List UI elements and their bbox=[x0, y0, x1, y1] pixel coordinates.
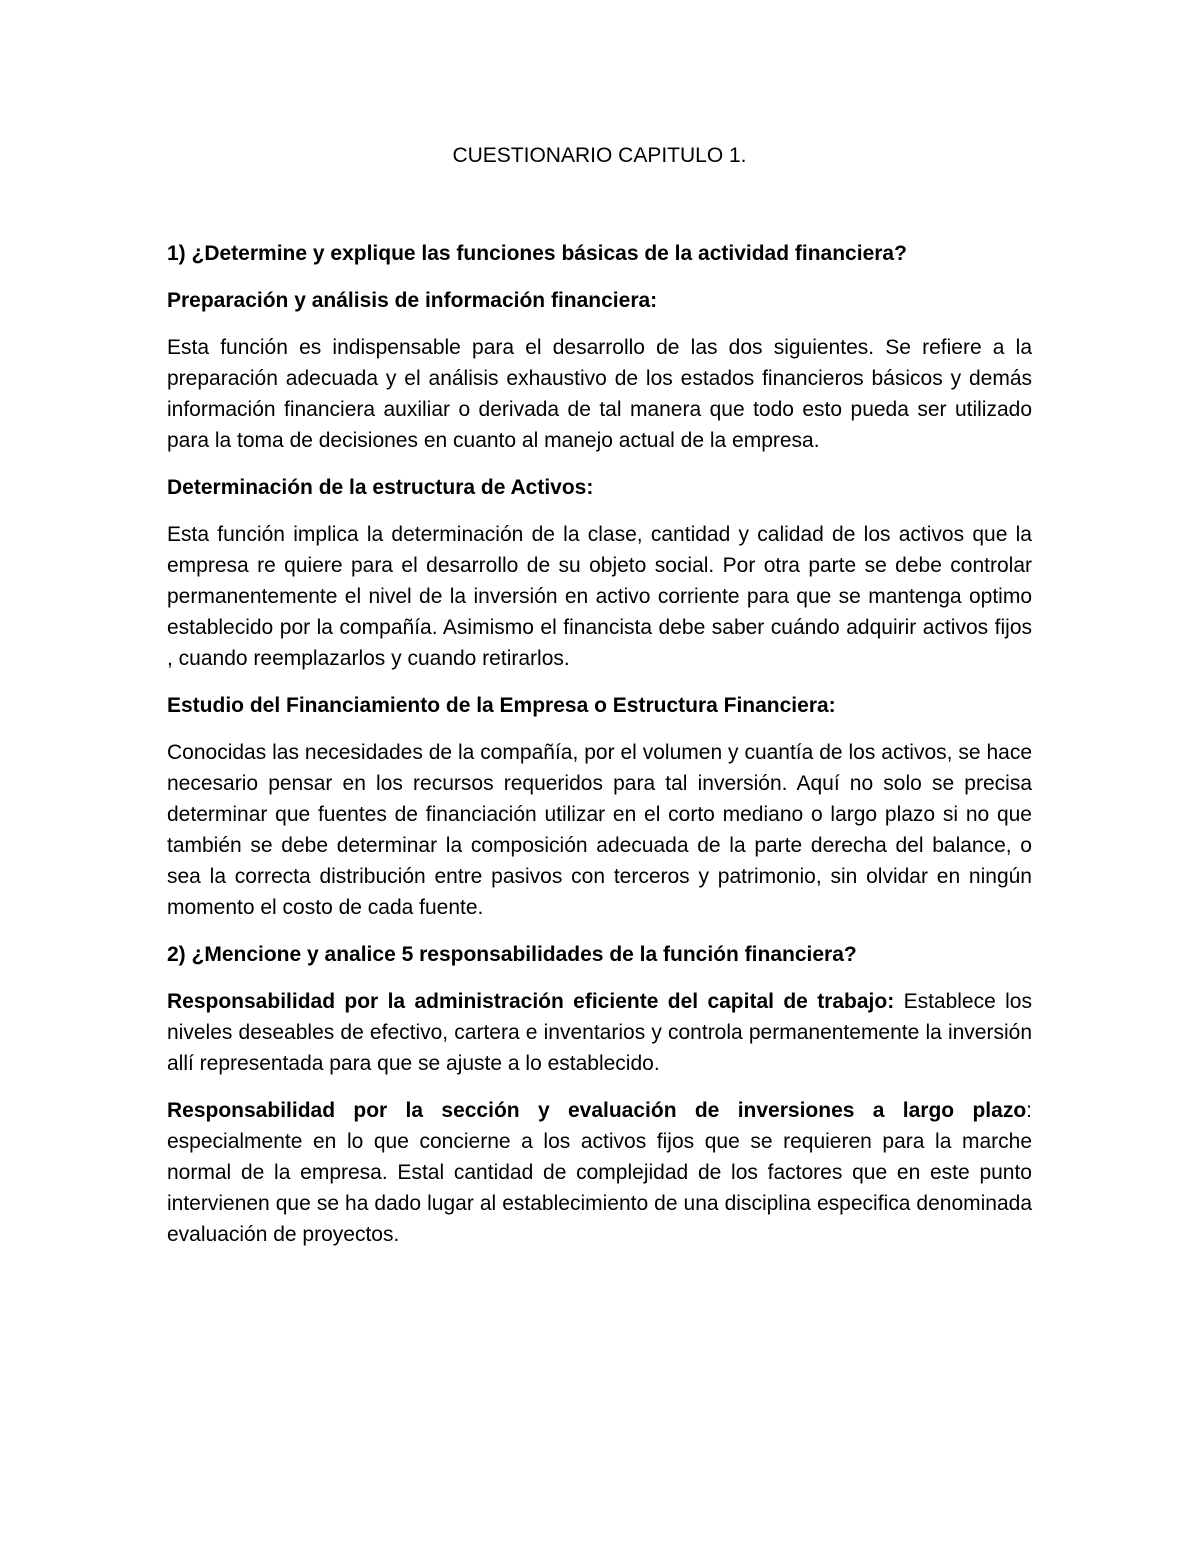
responsibility-inversiones-lead: Responsabilidad por la sección y evaluación de inversiones a largo plazo bbox=[167, 1099, 1027, 1122]
document-title: CUESTIONARIO CAPITULO 1. bbox=[452, 144, 747, 167]
section-heading-preparacion: Preparación y análisis de información financiera: bbox=[167, 289, 658, 312]
responsibility-inversiones-body: : especialmente en lo que concierne a los activos fijos que se requieren para la marche normal de la empresa. Estal cantidad de complejidad de los factores que en este punto intervienen que se ha dado lugar al establecimiento de una disciplina especifica denominada evaluación de proyectos. bbox=[167, 1099, 1032, 1246]
section-body-activos: Esta función implica la determinación de la clase, cantidad y calidad de los activos que la empresa re quiere para el desarrollo de su objeto social. Por otra parte se debe controlar permanentemente el nivel de la inversión en activo corriente para que se mantenga optimo establecido por la compañía. Asimismo el financista debe saber cuándo adquirir activos fijos , cuando reemplazarlos y cuando retirarlos. bbox=[167, 523, 1032, 670]
responsibility-inversiones bbox=[167, 1095, 1032, 1250]
section-body-financiamiento: Conocidas las necesidades de la compañía, por el volumen y cuantía de los activos, se hace necesario pensar en los recursos requeridos para tal inversión. Aquí no solo se precisa determinar que fuentes de financiación utilizar en el corto mediano o largo plazo si no que también se debe determinar la composición adecuada de la parte derecha del balance, o sea la correcta distribución entre pasivos con terceros y patrimonio, sin olvidar en ningún momento el costo de cada fuente. bbox=[167, 741, 1032, 919]
question-2: 2) ¿Mencione y analice 5 responsabilidades de la función financiera? bbox=[167, 943, 857, 966]
section-heading-financiamiento: Estudio del Financiamiento de la Empresa o Estructura Financiera: bbox=[167, 694, 836, 717]
question-1: 1) ¿Determine y explique las funciones básicas de la actividad financiera? bbox=[167, 242, 907, 265]
section-body-preparacion: Esta función es indispensable para el desarrollo de las dos siguientes. Se refiere a la preparación adecuada y el análisis exhaustivo de los estados financieros básicos y demás información financiera auxiliar o derivada de tal manera que todo esto pueda ser utilizado para la toma de decisiones en cuanto al manejo actual de la empresa. bbox=[167, 336, 1032, 452]
section-heading-activos: Determinación de la estructura de Activos: bbox=[167, 476, 594, 499]
responsibility-capital-trabajo bbox=[167, 986, 1032, 1079]
document-content bbox=[167, 140, 1032, 1250]
responsibility-capital-trabajo-lead: Responsabilidad por la administración eficiente del capital de trabajo: bbox=[167, 990, 895, 1013]
responsibility-capital-trabajo-body: Establece los niveles deseables de efectivo, cartera e inventarios y controla permanentemente la inversión allí representada para que se ajuste a lo establecido. bbox=[167, 990, 1032, 1075]
